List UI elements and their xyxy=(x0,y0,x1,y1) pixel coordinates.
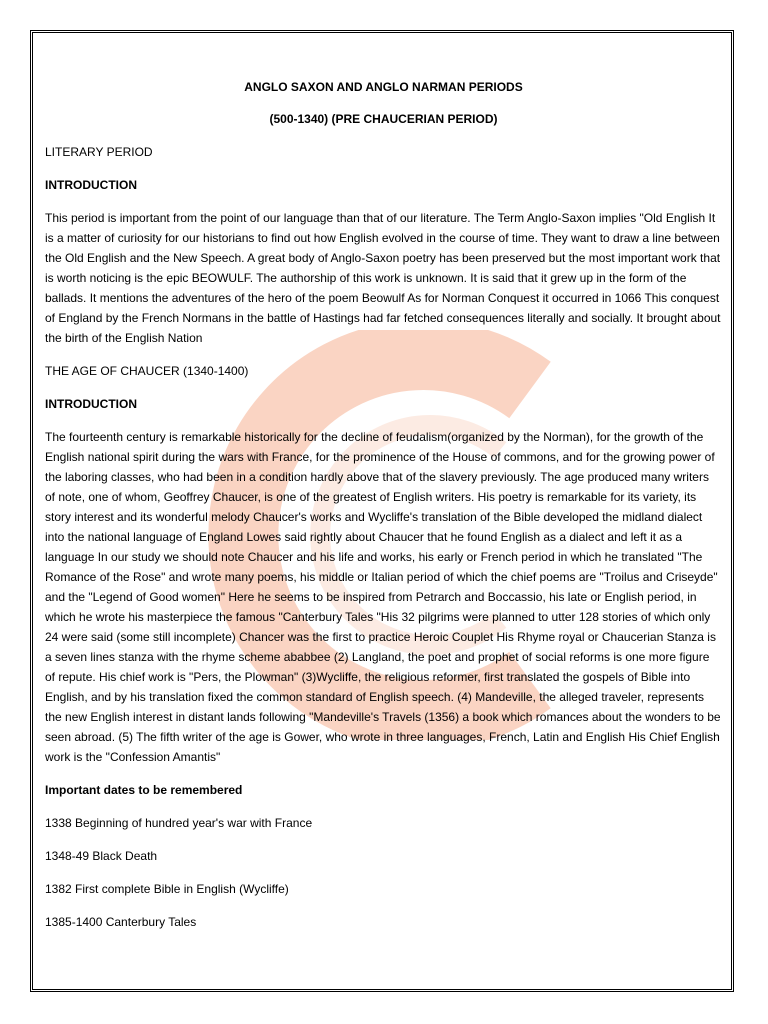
section-intro-heading: INTRODUCTION xyxy=(45,397,137,411)
date-item: 1348-49 Black Death xyxy=(45,849,158,863)
dates-heading: Important dates to be remembered xyxy=(45,783,243,797)
section-paragraph: The fourteenth century is remarkable historically for the decline of feudalism(organized by the Norman), for the growth of the English national spirit during the wars with France, for the prominence of the House of commons, and for the growing power of the laboring classes, who had been in a condition hardly above that of the slavery previously. The age produced many writers of note, one of whom, Geoffrey Chaucer, is one of the greatest of English writers. His poetry is remarkable for its variety, its story interest and its wonderful melody Chaucer's works and Wycliffe's translation of the Bible developed the midland dialect into the national language of England Lowes said rightly about Chaucer that he found English as a dialect and left it as a language In our study we should note Chaucer and his life and works, his early or French period in which he translated "The Romance of the Rose" and wrote many poems, his middle or Italian period of which the chief poems are "Troilus and Criseyde" and the "Legend of Good women" Here he seems to be inspired from Petrarch and Boccassio, his late or English period, in which he wrote his masterpiece the famous "Canterbury Tales "His 32 pilgrims were planned to utter 128 stories of which only 24 were said (some still incomplete) Chancer was the first to practice Heroic Couplet His Rhyme royal or Chaucerian Stanza is a seven lines stanza with the rhyme scheme ababbee (2) Langland, the poet and prophet of social reforms is one more figure of repute. His chief work is "Pers, the Plowman" (3)Wycliffe, the religious reformer, first translated the gospels of Bible into English, and by his translation fixed the common standard of English speech. (4) Mandeville, the alleged traveler, represents the new English interest in distant lands following "Mandeville's Travels (1356) a book which romances about the wonders to be seen abroad. (5) The fifth writer of the age is Gower, who wrote in three languages, French, Latin and English His Chief English work is the "Confession Amantis" xyxy=(45,430,721,764)
date-item: 1385-1400 Canterbury Tales xyxy=(45,915,197,929)
document-title: ANGLO SAXON AND ANGLO NARMAN PERIODS xyxy=(244,80,523,94)
section-paragraph: This period is important from the point of our language than that of our literature. The Term Anglo-Saxon implies "Old English It is a matter of curiosity for our historians to find out how English evolved in the course of time. They want to draw a line between the Old English and the New Speech. A great body of Anglo-Saxon poetry has been preserved but the most important work that is worth noticing is the epic BEOWULF. The authorship of this work is unknown. It is said that it grew up in the form of the ballads. It mentions the adventures of the hero of the poem Beowulf As for Norman Conquest it occurred in 1066 This conquest of England by the French Normans in the battle of Hastings had far fetched consequences literally and socially. It brought about the birth of the English Nation xyxy=(45,211,721,345)
document-body xyxy=(45,77,722,945)
section-heading-age-of-chaucer: THE AGE OF CHAUCER (1340-1400) xyxy=(45,364,249,378)
date-item: 1382 First complete Bible in English (Wycliffe) xyxy=(45,882,289,896)
section-intro-heading: INTRODUCTION xyxy=(45,178,137,192)
document-subtitle: (500-1340) (PRE CHAUCERIAN PERIOD) xyxy=(269,112,498,126)
section-heading-literary-period: LITERARY PERIOD xyxy=(45,145,153,159)
date-item: 1338 Beginning of hundred year's war with France xyxy=(45,816,313,830)
